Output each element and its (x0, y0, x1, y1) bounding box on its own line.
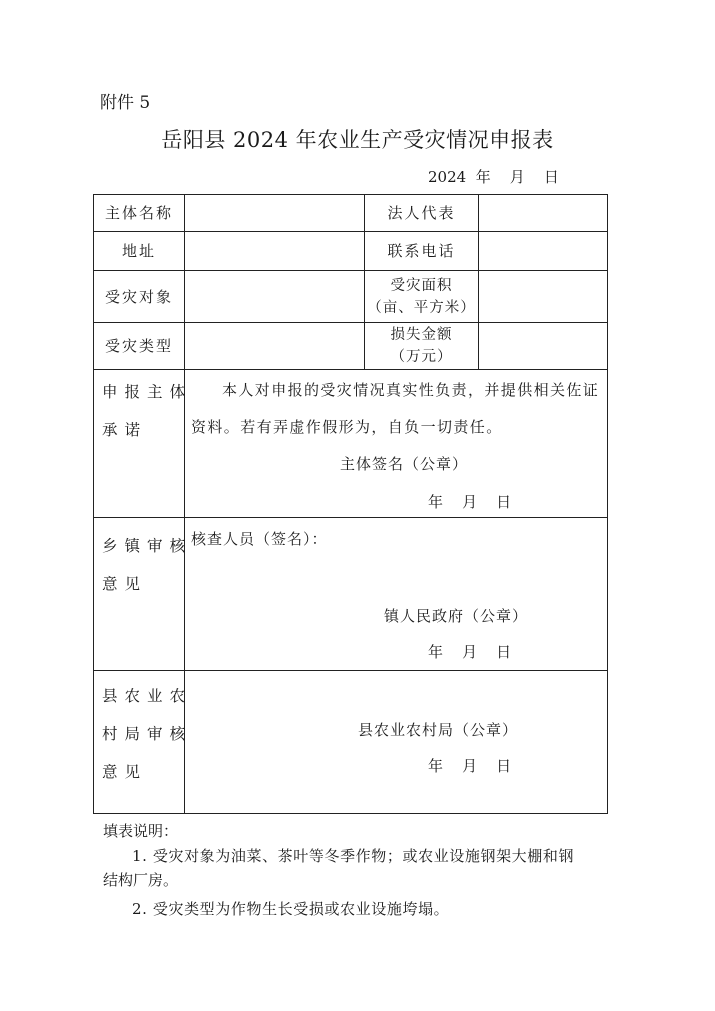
affected-area-label-cell (365, 271, 478, 322)
disaster-type-label: 受灾类型 (104, 337, 173, 355)
commitment-label (102, 373, 192, 449)
township-label-line1: 乡镇审核 (102, 537, 193, 555)
disaster-object-field[interactable] (185, 271, 364, 322)
loss-amount-unit: （万元） (390, 349, 453, 365)
phone-field[interactable] (479, 232, 607, 270)
affected-area-field[interactable] (479, 271, 607, 322)
commitment-label-line2: 承诺 (102, 421, 148, 439)
note-item-2: 2. 受灾类型为作物生长受损或农业设施垮塌。 (132, 900, 450, 918)
loss-amount-label-cell (365, 323, 478, 369)
commitment-text-line1: 本人对申报的受灾情况真实性负责，并提供相关佐证 (222, 381, 600, 399)
note-item-1-line1: 1. 受灾对象为油菜、茶叶等冬季作物；或农业设施钢架大棚和钢 (132, 847, 575, 865)
commitment-label-line1: 申报主体 (102, 383, 193, 401)
legal-rep-field[interactable] (479, 195, 607, 231)
report-form-table (93, 194, 608, 814)
commitment-date: 年 月 日 (428, 493, 512, 511)
report-date: 2024 年 月 日 (428, 168, 559, 186)
disaster-object-label: 受灾对象 (104, 287, 173, 306)
document-title: 岳阳县 2024 年农业生产受灾情况申报表 (161, 128, 554, 152)
county-review-label (102, 677, 192, 791)
loss-amount-label: 损失金额 (390, 327, 453, 343)
county-label-line3: 意见 (102, 763, 148, 781)
county-label-line1: 县农业农 (102, 687, 193, 705)
county-label-line2: 村局审核 (102, 725, 193, 743)
note-item-1-line2: 结构厂房。 (103, 871, 179, 889)
township-date: 年 月 日 (428, 643, 512, 661)
affected-area-unit: （亩、平方米） (367, 299, 476, 316)
entity-name-label: 主体名称 (104, 204, 173, 222)
loss-amount-field[interactable] (479, 323, 607, 369)
legal-rep-label: 法人代表 (387, 204, 456, 222)
address-label: 地址 (121, 242, 156, 260)
address-field[interactable] (185, 232, 364, 270)
county-bureau-seal: 县农业农村局（公章） (358, 721, 519, 739)
county-date: 年 月 日 (428, 757, 512, 775)
township-review-label (102, 527, 192, 603)
notes-title: 填表说明： (103, 822, 179, 840)
attachment-label: 附件 5 (100, 93, 151, 113)
phone-label: 联系电话 (387, 242, 456, 260)
township-label-line2: 意见 (102, 575, 148, 593)
entity-name-field[interactable] (185, 195, 364, 231)
commitment-text-line2: 资料。若有弄虚作假形为，自负一切责任。 (191, 418, 503, 436)
township-reviewer-signature: 核查人员（签名）： (191, 530, 328, 548)
affected-area-label: 受灾面积 (390, 277, 453, 294)
township-government-seal: 镇人民政府（公章） (384, 607, 529, 625)
disaster-type-field[interactable] (185, 323, 364, 369)
commitment-signature: 主体签名（公章） (340, 455, 469, 473)
